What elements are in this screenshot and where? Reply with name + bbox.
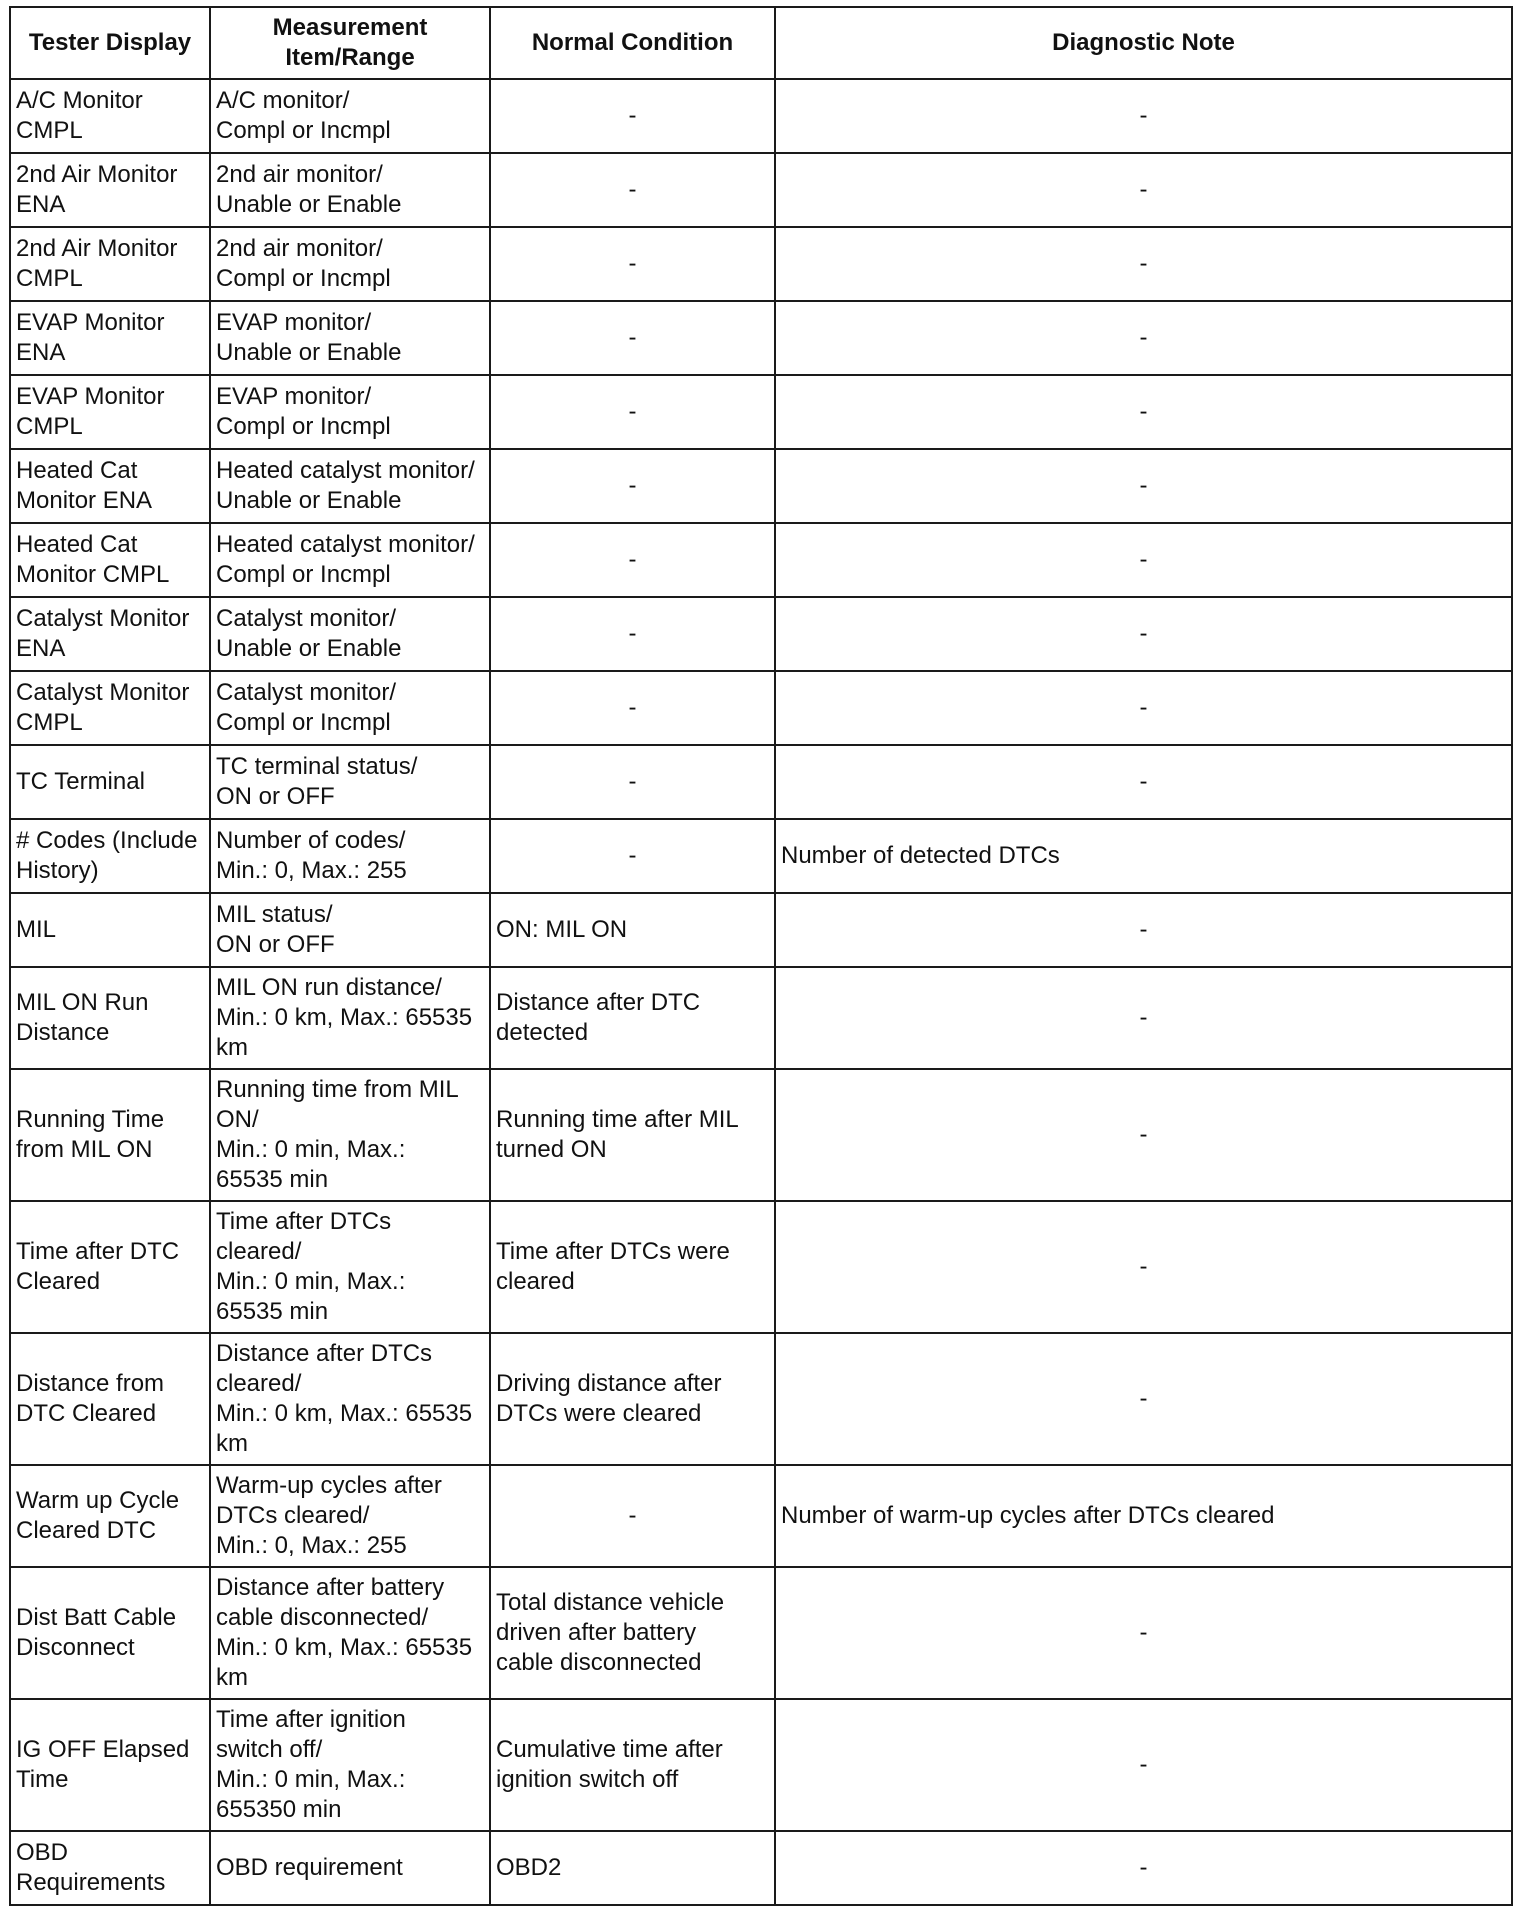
- normal-condition-cell-text-line: ON: MIL ON: [496, 916, 628, 943]
- table-row: [10, 1465, 1512, 1567]
- tester-display-cell-text-line: Dist Batt Cable: [16, 1604, 177, 1631]
- tester-display-cell-text-line: ENA: [16, 339, 66, 366]
- normal-condition-cell-text-line: -: [628, 472, 637, 499]
- normal-condition-cell-text-line: -: [628, 1502, 637, 1529]
- tester-display-cell-text-line: # Codes (Include: [16, 827, 198, 854]
- tester-display-cell: [10, 153, 210, 227]
- normal-condition-cell-text-line: -: [628, 176, 637, 203]
- measurement-range-cell-text-line: Min.: 0 km, Max.: 65535: [216, 1004, 473, 1031]
- normal-condition-cell: [490, 1069, 775, 1201]
- header-row: [10, 7, 1512, 79]
- measurement-range-cell-text-line: Min.: 0 min, Max.:: [216, 1136, 406, 1163]
- measurement-range-cell-text-line: ON or OFF: [216, 931, 335, 958]
- diagnostic-note-cell: [775, 1333, 1512, 1465]
- measurement-range-cell-text-line: Catalyst monitor/: [216, 605, 397, 632]
- tester-display-cell-text-line: A/C Monitor: [16, 87, 143, 114]
- normal-condition-cell-text-line: turned ON: [496, 1136, 607, 1163]
- measurement-range-cell-text-line: Min.: 0 min, Max.:: [216, 1268, 406, 1295]
- tester-display-cell-text-line: Time: [16, 1766, 69, 1793]
- table-body: [10, 79, 1512, 1905]
- tester-display-cell-text-line: Warm up Cycle: [16, 1487, 180, 1514]
- diagnostic-note-cell: [775, 1069, 1512, 1201]
- diagnostic-note-cell-text-line: -: [1139, 768, 1148, 795]
- diagnostic-note-cell-text-line: -: [1139, 102, 1148, 129]
- measurement-range-cell-text-line: Unable or Enable: [216, 635, 402, 662]
- normal-condition-cell-text-line: -: [628, 842, 637, 869]
- measurement-range-cell: [210, 671, 490, 745]
- table-row: [10, 893, 1512, 967]
- diagnostic-note-cell: [775, 375, 1512, 449]
- tester-display-cell: [10, 301, 210, 375]
- normal-condition-cell-text-line: Running time after MIL: [496, 1106, 739, 1133]
- measurement-range-cell-text-line: TC terminal status/: [216, 753, 418, 780]
- tester-display-cell-text-line: Heated Cat: [16, 457, 138, 484]
- normal-condition-cell-text-line: -: [628, 620, 637, 647]
- diagnostic-note-cell-text-line: -: [1139, 472, 1148, 499]
- tester-display-cell: [10, 597, 210, 671]
- measurement-range-cell: [210, 1069, 490, 1201]
- diagnostic-note-cell-text-line: -: [1139, 1121, 1148, 1148]
- measurement-range-cell-text-line: Distance after DTCs: [216, 1340, 433, 1367]
- diagnostic-note-cell-text-line: -: [1139, 324, 1148, 351]
- tester-display-cell: [10, 1567, 210, 1699]
- measurement-range-cell: [210, 893, 490, 967]
- normal-condition-cell: [490, 1831, 775, 1905]
- normal-condition-cell: [490, 1201, 775, 1333]
- diagnostic-note-cell-text-line: -: [1139, 1751, 1148, 1778]
- table-row: [10, 1699, 1512, 1831]
- diagnostic-note-cell: [775, 967, 1512, 1069]
- measurement-range-cell-text-line: 2nd air monitor/: [216, 161, 383, 188]
- normal-condition-cell: [490, 597, 775, 671]
- tester-display-cell-text-line: TC Terminal: [16, 768, 145, 795]
- tester-display-cell: [10, 745, 210, 819]
- normal-condition-cell-text-line: -: [628, 694, 637, 721]
- tester-display-cell: [10, 1831, 210, 1905]
- table-row: [10, 1831, 1512, 1905]
- measurement-range-cell: [210, 819, 490, 893]
- measurement-range-cell-text-line: Min.: 0 km, Max.: 65535: [216, 1634, 473, 1661]
- tester-display-cell: [10, 449, 210, 523]
- table-row: [10, 449, 1512, 523]
- normal-condition-cell: [490, 671, 775, 745]
- data-list-table: [9, 6, 1513, 1906]
- diagnostic-note-cell-text-line: -: [1139, 546, 1148, 573]
- normal-condition-cell: [490, 375, 775, 449]
- diagnostic-note-cell-text-line: -: [1139, 1253, 1148, 1280]
- tester-display-cell: [10, 1069, 210, 1201]
- diagnostic-note-cell-text-line: Number of detected DTCs: [781, 842, 1060, 869]
- normal-condition-cell-text-line: cleared: [496, 1268, 575, 1295]
- tester-display-cell-text-line: Distance: [16, 1019, 110, 1046]
- measurement-range-cell-text-line: switch off/: [216, 1736, 323, 1763]
- measurement-range-cell-text-line: MIL ON run distance/: [216, 974, 442, 1001]
- tester-display-cell-text-line: Time after DTC: [16, 1238, 180, 1265]
- measurement-range-cell-text-line: Compl or Incmpl: [216, 265, 391, 292]
- normal-condition-cell-text-line: Driving distance after: [496, 1370, 722, 1397]
- normal-condition-cell-text-line: OBD2: [496, 1854, 562, 1881]
- measurement-range-cell-text-line: OBD requirement: [216, 1854, 403, 1881]
- normal-condition-cell-text-line: ignition switch off: [496, 1766, 679, 1793]
- diagnostic-note-cell: [775, 227, 1512, 301]
- measurement-range-cell-text-line: Warm-up cycles after: [216, 1472, 442, 1499]
- table-row: [10, 597, 1512, 671]
- normal-condition-cell: [490, 301, 775, 375]
- diagnostic-note-cell: [775, 79, 1512, 153]
- tester-display-cell: [10, 893, 210, 967]
- measurement-range-cell-text-line: Distance after battery: [216, 1574, 445, 1601]
- diagnostic-note-cell-text-line: -: [1139, 398, 1148, 425]
- tester-display-cell: [10, 1333, 210, 1465]
- measurement-range-cell-text-line: ON/: [216, 1106, 259, 1133]
- normal-condition-cell-text-line: Cumulative time after: [496, 1736, 723, 1763]
- normal-condition-cell: [490, 1465, 775, 1567]
- tester-display-cell: [10, 1465, 210, 1567]
- table-row: [10, 967, 1512, 1069]
- diagnostic-note-cell: [775, 523, 1512, 597]
- measurement-range-cell-text-line: Number of codes/: [216, 827, 406, 854]
- measurement-range-cell-text-line: Min.: 0 min, Max.:: [216, 1766, 406, 1793]
- measurement-range-cell: [210, 1567, 490, 1699]
- tester-display-cell-text-line: Catalyst Monitor: [16, 679, 190, 706]
- measurement-range-cell-text-line: 65535 min: [216, 1298, 329, 1325]
- normal-condition-cell: [490, 449, 775, 523]
- measurement-range-cell-text-line: Unable or Enable: [216, 339, 402, 366]
- measurement-range-cell: [210, 967, 490, 1069]
- normal-condition-cell-text-line: detected: [496, 1019, 589, 1046]
- measurement-range-cell-text-line: Min.: 0, Max.: 255: [216, 857, 407, 884]
- measurement-range-cell-text-line: DTCs cleared/: [216, 1502, 370, 1529]
- normal-condition-cell: [490, 819, 775, 893]
- tester-display-cell: [10, 967, 210, 1069]
- tester-display-cell-text-line: CMPL: [16, 265, 83, 292]
- tester-display-cell-text-line: Cleared DTC: [16, 1517, 157, 1544]
- measurement-range-cell-text-line: Time after ignition: [216, 1706, 406, 1733]
- normal-condition-cell: [490, 1333, 775, 1465]
- diagnostic-note-cell-text-line: -: [1139, 916, 1148, 943]
- diagnostic-note-cell-text-line: -: [1139, 1004, 1148, 1031]
- measurement-range-cell-text-line: Compl or Incmpl: [216, 709, 391, 736]
- normal-condition-cell: [490, 153, 775, 227]
- normal-condition-cell: [490, 79, 775, 153]
- tester-display-cell: [10, 671, 210, 745]
- diagnostic-note-cell-text-line: -: [1139, 620, 1148, 647]
- tester-display-cell-text-line: CMPL: [16, 709, 83, 736]
- normal-condition-cell: [490, 1699, 775, 1831]
- header-diagnostic-note-label: Diagnostic Note: [1052, 29, 1235, 56]
- normal-condition-cell: [490, 893, 775, 967]
- measurement-range-cell-text-line: 2nd air monitor/: [216, 235, 383, 262]
- measurement-range-cell-text-line: MIL status/: [216, 901, 333, 928]
- diagnostic-note-cell-text-line: -: [1139, 176, 1148, 203]
- measurement-range-cell-text-line: ON or OFF: [216, 783, 335, 810]
- diagnostic-note-cell: [775, 745, 1512, 819]
- diagnostic-note-cell: [775, 301, 1512, 375]
- diagnostic-note-cell-text-line: -: [1139, 1619, 1148, 1646]
- measurement-range-cell-text-line: Min.: 0 km, Max.: 65535: [216, 1400, 473, 1427]
- normal-condition-cell-text-line: driven after battery: [496, 1619, 697, 1646]
- normal-condition-cell-text-line: -: [628, 398, 637, 425]
- measurement-range-cell-text-line: km: [216, 1664, 248, 1691]
- tester-display-cell-text-line: Monitor CMPL: [16, 561, 170, 588]
- measurement-range-cell: [210, 301, 490, 375]
- diagnostic-note-cell-text-line: -: [1139, 250, 1148, 277]
- header-tester-display: [10, 7, 210, 79]
- tester-display-cell-text-line: Heated Cat: [16, 531, 138, 558]
- measurement-range-cell-text-line: Compl or Incmpl: [216, 413, 391, 440]
- diagnostic-note-cell: [775, 449, 1512, 523]
- normal-condition-cell-text-line: DTCs were cleared: [496, 1400, 702, 1427]
- tester-display-cell-text-line: from MIL ON: [16, 1136, 153, 1163]
- diagnostic-note-cell-text-line: Number of warm-up cycles after DTCs cleared: [781, 1502, 1275, 1529]
- table-row: [10, 671, 1512, 745]
- tester-display-cell-text-line: History): [16, 857, 99, 884]
- measurement-range-cell-text-line: Time after DTCs: [216, 1208, 392, 1235]
- measurement-range-cell-text-line: Compl or Incmpl: [216, 561, 391, 588]
- table-row: [10, 301, 1512, 375]
- header-diagnostic-note: [775, 7, 1512, 79]
- measurement-range-cell-text-line: Heated catalyst monitor/: [216, 457, 475, 484]
- tester-display-cell-text-line: OBD: [16, 1839, 69, 1866]
- diagnostic-note-cell: [775, 671, 1512, 745]
- table-row: [10, 79, 1512, 153]
- tester-display-cell-text-line: EVAP Monitor: [16, 383, 165, 410]
- header-item-range-line: Item/Range: [285, 44, 415, 71]
- table-row: [10, 1567, 1512, 1699]
- diagnostic-note-cell: [775, 597, 1512, 671]
- measurement-range-cell-text-line: Unable or Enable: [216, 487, 402, 514]
- tester-display-cell-text-line: DTC Cleared: [16, 1400, 157, 1427]
- tester-display-cell-text-line: 2nd Air Monitor: [16, 161, 178, 188]
- header-measurement-item-range: [210, 7, 490, 79]
- tester-display-cell-text-line: Disconnect: [16, 1634, 135, 1661]
- tester-display-cell: [10, 819, 210, 893]
- measurement-range-cell: [210, 745, 490, 819]
- table-row: [10, 375, 1512, 449]
- measurement-range-cell-text-line: Compl or Incmpl: [216, 117, 391, 144]
- tester-display-cell-text-line: Cleared: [16, 1268, 101, 1295]
- normal-condition-cell-text-line: Distance after DTC: [496, 989, 701, 1016]
- header-measurement-line: Measurement: [272, 14, 428, 41]
- tester-display-cell-text-line: CMPL: [16, 117, 83, 144]
- measurement-range-cell: [210, 79, 490, 153]
- measurement-range-cell: [210, 1201, 490, 1333]
- measurement-range-cell: [210, 523, 490, 597]
- diagnostic-note-cell-text-line: -: [1139, 1854, 1148, 1881]
- normal-condition-cell: [490, 745, 775, 819]
- header-normal-condition-label: Normal Condition: [531, 29, 734, 56]
- measurement-range-cell: [210, 1831, 490, 1905]
- diagnostic-note-cell: [775, 1831, 1512, 1905]
- table-row: [10, 523, 1512, 597]
- normal-condition-cell-text-line: -: [628, 768, 637, 795]
- table-row: [10, 1069, 1512, 1201]
- tester-display-cell-text-line: MIL ON Run: [16, 989, 149, 1016]
- table-row: [10, 227, 1512, 301]
- normal-condition-cell-text-line: -: [628, 324, 637, 351]
- measurement-range-cell: [210, 1333, 490, 1465]
- tester-display-cell: [10, 1201, 210, 1333]
- measurement-range-cell: [210, 375, 490, 449]
- measurement-range-cell: [210, 227, 490, 301]
- diagnostic-note-cell-text-line: -: [1139, 1385, 1148, 1412]
- measurement-range-cell-text-line: km: [216, 1430, 248, 1457]
- normal-condition-cell: [490, 1567, 775, 1699]
- tester-display-cell: [10, 227, 210, 301]
- tester-display-cell: [10, 523, 210, 597]
- tester-display-cell-text-line: IG OFF Elapsed: [16, 1736, 190, 1763]
- measurement-range-cell-text-line: Unable or Enable: [216, 191, 402, 218]
- normal-condition-cell-text-line: -: [628, 250, 637, 277]
- measurement-range-cell: [210, 1699, 490, 1831]
- measurement-range-cell: [210, 449, 490, 523]
- normal-condition-cell-text-line: -: [628, 102, 637, 129]
- normal-condition-cell: [490, 523, 775, 597]
- measurement-range-cell-text-line: A/C monitor/: [216, 87, 350, 114]
- table-row: [10, 1201, 1512, 1333]
- diagnostic-note-cell: [775, 819, 1512, 893]
- measurement-range-cell-text-line: 65535 min: [216, 1166, 329, 1193]
- table-row: [10, 153, 1512, 227]
- normal-condition-cell-text-line: Total distance vehicle: [496, 1589, 725, 1616]
- measurement-range-cell-text-line: 655350 min: [216, 1796, 342, 1823]
- measurement-range-cell-text-line: EVAP monitor/: [216, 309, 372, 336]
- measurement-range-cell: [210, 153, 490, 227]
- tester-display-cell-text-line: ENA: [16, 191, 66, 218]
- measurement-range-cell-text-line: Min.: 0, Max.: 255: [216, 1532, 407, 1559]
- tester-display-cell-text-line: 2nd Air Monitor: [16, 235, 178, 262]
- tester-display-cell-text-line: Requirements: [16, 1869, 166, 1896]
- tester-display-cell-text-line: CMPL: [16, 413, 83, 440]
- diagnostic-note-cell: [775, 1567, 1512, 1699]
- measurement-range-cell: [210, 597, 490, 671]
- tester-display-cell: [10, 1699, 210, 1831]
- measurement-range-cell-text-line: Catalyst monitor/: [216, 679, 397, 706]
- tester-display-cell-text-line: ENA: [16, 635, 66, 662]
- measurement-range-cell: [210, 1465, 490, 1567]
- diagnostic-note-cell: [775, 153, 1512, 227]
- normal-condition-cell-text-line: -: [628, 546, 637, 573]
- tester-display-cell: [10, 375, 210, 449]
- diagnostic-note-cell: [775, 1465, 1512, 1567]
- measurement-range-cell-text-line: cleared/: [216, 1238, 302, 1265]
- tester-display-cell-text-line: Monitor ENA: [16, 487, 153, 514]
- tester-display-cell: [10, 79, 210, 153]
- normal-condition-cell: [490, 227, 775, 301]
- tester-display-cell-text-line: MIL: [16, 916, 57, 943]
- measurement-range-cell-text-line: cable disconnected/: [216, 1604, 429, 1631]
- diagnostic-note-cell: [775, 1699, 1512, 1831]
- diagnostic-note-cell-text-line: -: [1139, 694, 1148, 721]
- tester-display-cell-text-line: EVAP Monitor: [16, 309, 165, 336]
- normal-condition-cell-text-line: Time after DTCs were: [496, 1238, 730, 1265]
- table-row: [10, 745, 1512, 819]
- tester-display-cell-text-line: Catalyst Monitor: [16, 605, 190, 632]
- table-row: [10, 819, 1512, 893]
- tester-display-cell-text-line: Running Time: [16, 1106, 165, 1133]
- tester-display-cell-text-line: Distance from: [16, 1370, 165, 1397]
- diagnostic-note-cell: [775, 893, 1512, 967]
- measurement-range-cell-text-line: Running time from MIL: [216, 1076, 459, 1103]
- header-normal-condition: [490, 7, 775, 79]
- measurement-range-cell-text-line: Heated catalyst monitor/: [216, 531, 475, 558]
- diagnostic-note-cell: [775, 1201, 1512, 1333]
- table-header: [10, 7, 1512, 79]
- measurement-range-cell-text-line: cleared/: [216, 1370, 302, 1397]
- header-tester-display-label: Tester Display: [28, 29, 192, 56]
- normal-condition-cell-text-line: cable disconnected: [496, 1649, 702, 1676]
- measurement-range-cell-text-line: EVAP monitor/: [216, 383, 372, 410]
- measurement-range-cell-text-line: km: [216, 1034, 248, 1061]
- table-row: [10, 1333, 1512, 1465]
- normal-condition-cell: [490, 967, 775, 1069]
